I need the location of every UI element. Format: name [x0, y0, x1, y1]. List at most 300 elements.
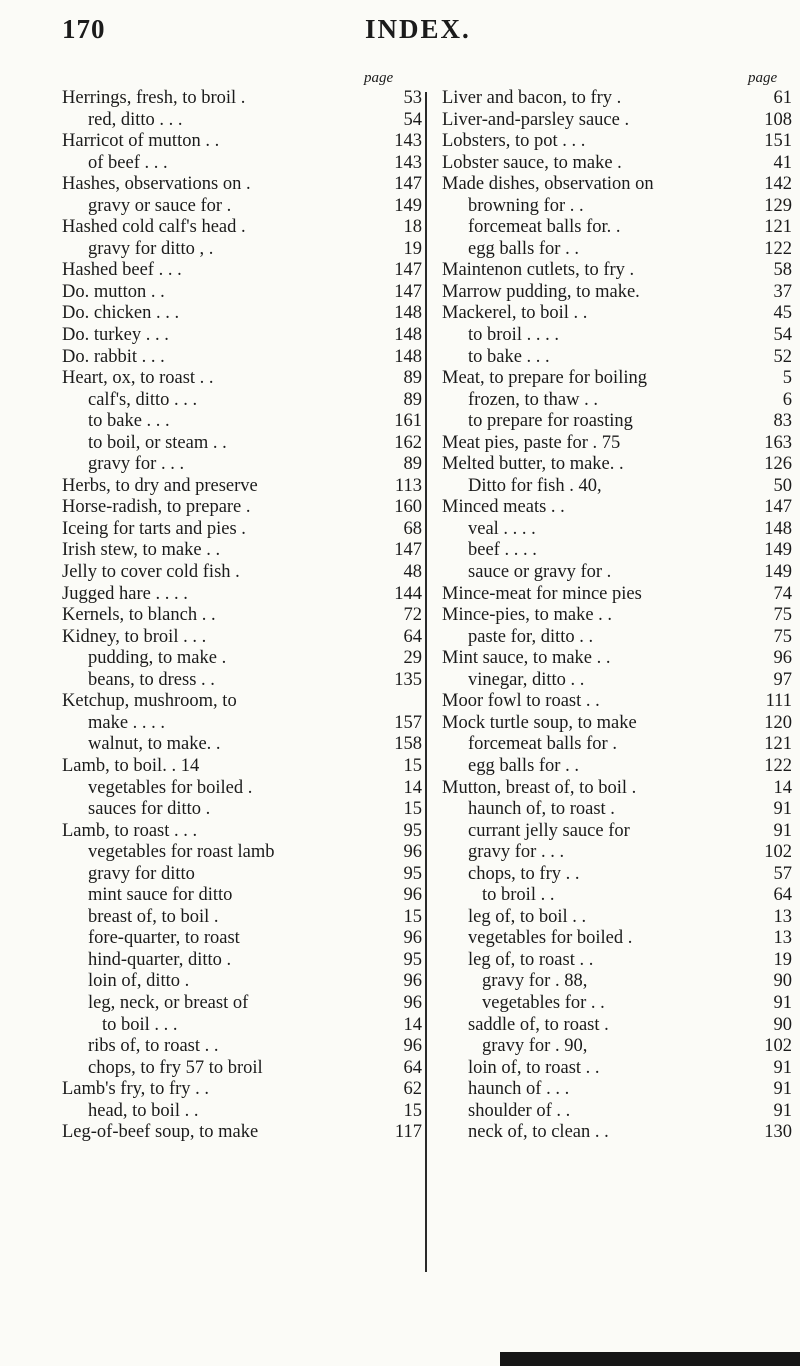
entry-page: 91 — [773, 1079, 792, 1100]
entry-text: sauce or gravy for . — [468, 562, 612, 583]
entry-text: veal . . . . — [468, 518, 536, 539]
entry-text: gravy for . . . — [88, 454, 185, 475]
entry-text: Mince-pies, to make . . — [442, 605, 613, 626]
entry-page: 102 — [764, 842, 792, 863]
entry-page: 149 — [764, 540, 792, 561]
entry-page: 90 — [773, 971, 792, 992]
entry-page: 89 — [403, 368, 422, 389]
entry-text: Hashes, observations on . — [62, 174, 251, 195]
entry-page: 19 — [773, 949, 792, 970]
index-entry — [442, 713, 792, 735]
index-entry — [62, 411, 422, 433]
entry-page: 52 — [773, 346, 792, 367]
entry-text: Ditto for fish . 40, — [468, 475, 602, 496]
index-entry — [442, 799, 792, 821]
index-entry — [442, 821, 792, 843]
entry-page: 91 — [773, 1100, 792, 1121]
entry-text: Liver and bacon, to fry . — [442, 88, 622, 108]
entry-page: 72 — [403, 605, 422, 626]
entry-page: 149 — [764, 562, 792, 583]
index-entry — [62, 691, 422, 713]
entry-page: 143 — [394, 131, 422, 152]
index-entry — [442, 368, 792, 390]
entry-page: 89 — [403, 389, 422, 410]
entry-page: 58 — [773, 260, 792, 281]
entry-page: 96 — [773, 648, 792, 669]
entry-text: Harricot of mutton . . — [62, 131, 220, 152]
entry-page: 147 — [394, 174, 422, 195]
index-entry — [62, 153, 422, 175]
index-entry — [442, 950, 792, 972]
entry-page: 96 — [403, 992, 422, 1013]
index-entry — [62, 454, 422, 476]
entry-page: 108 — [764, 109, 792, 130]
index-entry — [442, 88, 792, 110]
index-entry — [62, 347, 422, 369]
entry-page: 147 — [394, 281, 422, 302]
index-entry — [62, 1036, 422, 1058]
entry-text: gravy for . . . — [468, 842, 565, 863]
index-entry — [62, 950, 422, 972]
index-entry — [442, 303, 792, 325]
index-entry — [442, 627, 792, 649]
page-edge-shadow — [500, 1352, 800, 1366]
entry-text: haunch of . . . — [468, 1079, 570, 1100]
entry-text: Hashed cold calf's head . — [62, 217, 246, 238]
entry-text: Herbs, to dry and preserve — [62, 475, 258, 496]
entry-text: Do. mutton . . — [62, 281, 165, 302]
page-number: 170 — [62, 14, 106, 44]
entry-text: Mutton, breast of, to boil . — [442, 777, 637, 798]
entry-text: Minced meats . . — [442, 497, 565, 518]
index-entry — [62, 928, 422, 950]
entry-page: 91 — [773, 799, 792, 820]
entry-page: 48 — [403, 562, 422, 583]
entry-text: Lamb, to boil. . 14 — [62, 755, 200, 776]
entry-page: 62 — [403, 1079, 422, 1100]
entry-page: 111 — [765, 691, 792, 712]
entry-page: 120 — [764, 712, 792, 733]
entry-page: 64 — [773, 885, 792, 906]
entry-text: calf's, ditto . . . — [88, 389, 198, 410]
index-entry — [62, 433, 422, 455]
index-entry — [442, 907, 792, 929]
entry-page: 144 — [394, 583, 422, 604]
entry-page: 13 — [773, 906, 792, 927]
entry-text: Lobster sauce, to make . — [442, 152, 622, 173]
entry-text: to broil . . . . — [468, 325, 559, 346]
entry-page: 91 — [773, 820, 792, 841]
entry-text: gravy for ditto , . — [88, 238, 214, 259]
index-entry — [442, 605, 792, 627]
entry-page: 157 — [394, 712, 422, 733]
entry-page: 148 — [394, 303, 422, 324]
entry-text: vegetables for boiled . — [88, 777, 253, 798]
index-entry — [62, 1079, 422, 1101]
entry-page: 96 — [403, 928, 422, 949]
entry-text: hind-quarter, ditto . — [88, 949, 232, 970]
entry-text: forcemeat balls for. . — [468, 217, 621, 238]
left-index-column — [62, 70, 422, 1144]
entry-page: 130 — [764, 1122, 792, 1143]
entry-text: Heart, ox, to roast . . — [62, 368, 214, 389]
index-entry — [442, 454, 792, 476]
index-entry — [442, 174, 792, 196]
entry-page: 29 — [403, 648, 422, 669]
entry-text: Marrow pudding, to make. — [442, 281, 640, 302]
entry-text: ribs of, to roast . . — [88, 1036, 219, 1057]
entry-text: Lamb's fry, to fry . . — [62, 1079, 210, 1100]
entry-text: Kidney, to broil . . . — [62, 626, 207, 647]
entry-page: 97 — [773, 669, 792, 690]
entry-text: Liver-and-parsley sauce . — [442, 109, 630, 130]
entry-text: make . . . . — [88, 712, 166, 733]
entry-page: 15 — [403, 799, 422, 820]
entry-text: Jugged hare . . . . — [62, 583, 188, 604]
entry-page: 162 — [394, 432, 422, 453]
index-entry — [442, 153, 792, 175]
entry-page: 95 — [403, 820, 422, 841]
index-entry — [442, 971, 792, 993]
index-entry — [62, 605, 422, 627]
entry-page: 90 — [773, 1014, 792, 1035]
index-entry — [442, 260, 792, 282]
entry-page: 148 — [394, 325, 422, 346]
entry-page: 15 — [403, 1100, 422, 1121]
entry-page: 54 — [403, 109, 422, 130]
entry-text: beans, to dress . . — [88, 669, 215, 690]
entry-page: 163 — [764, 432, 792, 453]
entry-text: Do. rabbit . . . — [62, 346, 165, 367]
entry-text: to bake . . . — [88, 411, 170, 432]
index-entry — [62, 217, 422, 239]
index-entry — [62, 131, 422, 153]
entry-page: 75 — [773, 605, 792, 626]
entry-page: 14 — [403, 1014, 422, 1035]
entry-text: Lamb, to roast . . . — [62, 820, 198, 841]
entry-text: Horse-radish, to prepare . — [62, 497, 251, 518]
index-entry — [442, 842, 792, 864]
entry-text: Iceing for tarts and pies . — [62, 518, 246, 539]
left-entry-list — [62, 88, 422, 1144]
entry-text: Meat, to prepare for boiling — [442, 368, 647, 389]
entry-page: 5 — [782, 368, 792, 389]
index-entry — [442, 1015, 792, 1037]
index-entry — [442, 864, 792, 886]
entry-page: 142 — [764, 174, 792, 195]
entry-page: 121 — [764, 217, 792, 238]
entry-page: 15 — [403, 755, 422, 776]
entry-text: Lobsters, to pot . . . — [442, 131, 586, 152]
index-entry — [442, 734, 792, 756]
index-entry — [442, 217, 792, 239]
entry-text: frozen, to thaw . . — [468, 389, 598, 410]
index-entry — [62, 907, 422, 929]
index-entry — [62, 734, 422, 756]
entry-page: 41 — [773, 152, 792, 173]
index-entry — [442, 756, 792, 778]
right-page-column-heading: page — [748, 70, 778, 86]
entry-page: 6 — [782, 389, 792, 410]
index-entry — [62, 368, 422, 390]
entry-text: Do. chicken . . . — [62, 303, 180, 324]
entry-text: shoulder of . . — [468, 1100, 571, 1121]
entry-text: Kernels, to blanch . . — [62, 605, 216, 626]
entry-text: chops, to fry 57 to broil — [88, 1057, 263, 1078]
index-entry — [62, 648, 422, 670]
index-entry — [62, 713, 422, 735]
entry-text: loin of, to roast . . — [468, 1057, 600, 1078]
entry-page: 113 — [394, 475, 422, 496]
entry-page: 102 — [764, 1036, 792, 1057]
entry-text: to broil . . — [482, 885, 555, 906]
index-entry — [442, 562, 792, 584]
entry-page: 91 — [773, 992, 792, 1013]
entry-page: 158 — [394, 734, 422, 755]
entry-text: head, to boil . . — [88, 1100, 199, 1121]
entry-text: Irish stew, to make . . — [62, 540, 221, 561]
entry-text: Herrings, fresh, to broil . — [62, 88, 246, 108]
index-entry — [62, 390, 422, 412]
entry-page: 13 — [773, 928, 792, 949]
entry-text: neck of, to clean . . — [468, 1122, 609, 1143]
index-entry — [62, 1122, 422, 1144]
left-page-column-heading: page — [364, 70, 394, 86]
entry-page: 122 — [764, 238, 792, 259]
entry-text: Jelly to cover cold fish . — [62, 562, 240, 583]
entry-text: Leg-of-beef soup, to make — [62, 1122, 259, 1143]
entry-page: 74 — [773, 583, 792, 604]
entry-page: 96 — [403, 971, 422, 992]
entry-text: leg, neck, or breast of — [88, 992, 249, 1013]
index-entry — [62, 778, 422, 800]
entry-text: Mince-meat for mince pies — [442, 583, 642, 604]
entry-page: 149 — [394, 195, 422, 216]
index-entry — [62, 239, 422, 261]
index-entry — [62, 627, 422, 649]
entry-page: 68 — [403, 518, 422, 539]
entry-text: Mackerel, to boil . . — [442, 303, 588, 324]
entry-text: Made dishes, observation on — [442, 174, 654, 195]
entry-page: 61 — [773, 88, 792, 108]
entry-text: to boil . . . — [102, 1014, 178, 1035]
entry-page: 147 — [394, 260, 422, 281]
index-entry — [442, 1122, 792, 1144]
entry-text: haunch of, to roast . — [468, 799, 615, 820]
index-entry — [62, 756, 422, 778]
entry-page: 14 — [773, 777, 792, 798]
entry-page: 161 — [394, 411, 422, 432]
index-entry — [62, 303, 422, 325]
entry-text: forcemeat balls for . — [468, 734, 617, 755]
entry-text: vinegar, ditto . . — [468, 669, 585, 690]
entry-page: 18 — [403, 217, 422, 238]
index-entry — [62, 821, 422, 843]
entry-text: vegetables for boiled . — [468, 928, 633, 949]
entry-page: 117 — [394, 1122, 422, 1143]
index-entry — [62, 110, 422, 132]
index-entry — [442, 993, 792, 1015]
entry-page: 95 — [403, 949, 422, 970]
entry-text: saddle of, to roast . — [468, 1014, 609, 1035]
index-entry — [62, 562, 422, 584]
index-entry — [442, 131, 792, 153]
entry-text: browning for . . — [468, 195, 584, 216]
entry-text: Hashed beef . . . — [62, 260, 182, 281]
entry-text: vegetables for roast lamb — [88, 842, 275, 863]
entry-text: gravy for . 88, — [482, 971, 588, 992]
entry-text: beef . . . . — [468, 540, 537, 561]
index-entry — [442, 347, 792, 369]
index-entry — [442, 1079, 792, 1101]
entry-text: breast of, to boil . — [88, 906, 219, 927]
index-entry — [62, 842, 422, 864]
right-index-column — [442, 70, 792, 1144]
index-entry — [62, 1101, 422, 1123]
index-entry — [442, 1058, 792, 1080]
index-entry — [62, 584, 422, 606]
entry-text: pudding, to make . — [88, 648, 227, 669]
column-divider — [425, 92, 427, 1272]
index-entry — [62, 670, 422, 692]
index-entry — [62, 476, 422, 498]
entry-page: 91 — [773, 1057, 792, 1078]
entry-text: to bake . . . — [468, 346, 550, 367]
entry-text: leg of, to roast . . — [468, 949, 594, 970]
entry-page: 95 — [403, 863, 422, 884]
index-entry — [442, 390, 792, 412]
index-entry — [62, 540, 422, 562]
entry-page: 64 — [403, 626, 422, 647]
right-entry-list — [442, 88, 792, 1144]
index-entry — [62, 325, 422, 347]
entry-text: egg balls for . . — [468, 755, 579, 776]
entry-page: 50 — [773, 475, 792, 496]
index-entry — [62, 260, 422, 282]
entry-page: 96 — [403, 842, 422, 863]
entry-page: 135 — [394, 669, 422, 690]
index-entry — [442, 540, 792, 562]
index-entry — [62, 885, 422, 907]
entry-text: Maintenon cutlets, to fry . — [442, 260, 635, 281]
entry-page: 129 — [764, 195, 792, 216]
entry-text: gravy or sauce for . — [88, 195, 232, 216]
index-entry — [442, 239, 792, 261]
entry-page: 37 — [773, 281, 792, 302]
entry-page: 53 — [403, 88, 422, 108]
entry-page: 96 — [403, 1036, 422, 1057]
entry-page: 54 — [773, 325, 792, 346]
entry-text: fore-quarter, to roast — [88, 928, 240, 949]
entry-text: walnut, to make. . — [88, 734, 221, 755]
entry-text: Melted butter, to make. . — [442, 454, 624, 475]
entry-page: 160 — [394, 497, 422, 518]
entry-page: 148 — [764, 518, 792, 539]
index-entry — [62, 971, 422, 993]
index-entry — [442, 325, 792, 347]
entry-page: 64 — [403, 1057, 422, 1078]
index-entry — [442, 1101, 792, 1123]
index-entry — [442, 433, 792, 455]
index-entry — [442, 885, 792, 907]
index-entry — [442, 519, 792, 541]
entry-text: vegetables for . . — [482, 992, 605, 1013]
index-entry — [442, 648, 792, 670]
index-entry — [442, 1036, 792, 1058]
entry-page: 151 — [764, 131, 792, 152]
entry-text: sauces for ditto . — [88, 799, 211, 820]
entry-text: Moor fowl to roast . . — [442, 691, 600, 712]
entry-text: loin of, ditto . — [88, 971, 190, 992]
entry-page: 14 — [403, 777, 422, 798]
entry-text: chops, to fry . . — [468, 863, 580, 884]
index-entry — [442, 778, 792, 800]
entry-text: to boil, or steam . . — [88, 432, 227, 453]
entry-page: 75 — [773, 626, 792, 647]
index-entry — [62, 1015, 422, 1037]
index-entry — [442, 584, 792, 606]
index-entry — [62, 864, 422, 886]
index-entry — [442, 196, 792, 218]
entry-page: 83 — [773, 411, 792, 432]
entry-text: to prepare for roasting — [468, 411, 633, 432]
entry-text: of beef . . . — [88, 152, 168, 173]
index-entry — [62, 88, 422, 110]
entry-text: gravy for . 90, — [482, 1036, 588, 1057]
entry-text: Mock turtle soup, to make — [442, 712, 637, 733]
entry-page: 147 — [764, 497, 792, 518]
index-entry — [442, 476, 792, 498]
index-entry — [442, 411, 792, 433]
index-entry — [62, 993, 422, 1015]
entry-page: 57 — [773, 863, 792, 884]
index-entry — [62, 1058, 422, 1080]
index-entry — [442, 110, 792, 132]
index-entry — [442, 928, 792, 950]
index-entry — [442, 282, 792, 304]
entry-text: Mint sauce, to make . . — [442, 648, 611, 669]
entry-page: 15 — [403, 906, 422, 927]
entry-page: 143 — [394, 152, 422, 173]
index-entry — [62, 174, 422, 196]
entry-text: gravy for ditto — [88, 863, 195, 884]
index-entry — [442, 670, 792, 692]
index-entry — [62, 282, 422, 304]
entry-text: egg balls for . . — [468, 238, 579, 259]
entry-text: Ketchup, mushroom, to — [62, 691, 237, 712]
entry-page: 89 — [403, 454, 422, 475]
index-entry — [442, 691, 792, 713]
entry-text: mint sauce for ditto — [88, 885, 233, 906]
index-entry — [62, 196, 422, 218]
entry-page: 148 — [394, 346, 422, 367]
entry-text: currant jelly sauce for — [468, 820, 630, 841]
entry-text: Do. turkey . . . — [62, 325, 169, 346]
entry-page: 122 — [764, 755, 792, 776]
index-entry — [62, 799, 422, 821]
entry-page: 96 — [403, 885, 422, 906]
entry-page: 45 — [773, 303, 792, 324]
entry-page: 19 — [403, 238, 422, 259]
entry-text: red, ditto . . . — [88, 109, 183, 130]
entry-text: paste for, ditto . . — [468, 626, 594, 647]
entry-text: Meat pies, paste for . 75 — [442, 432, 621, 453]
entry-page: 126 — [764, 454, 792, 475]
index-entry — [62, 519, 422, 541]
page-header-title: INDEX. — [365, 14, 471, 44]
index-entry — [62, 497, 422, 519]
index-entry — [442, 497, 792, 519]
